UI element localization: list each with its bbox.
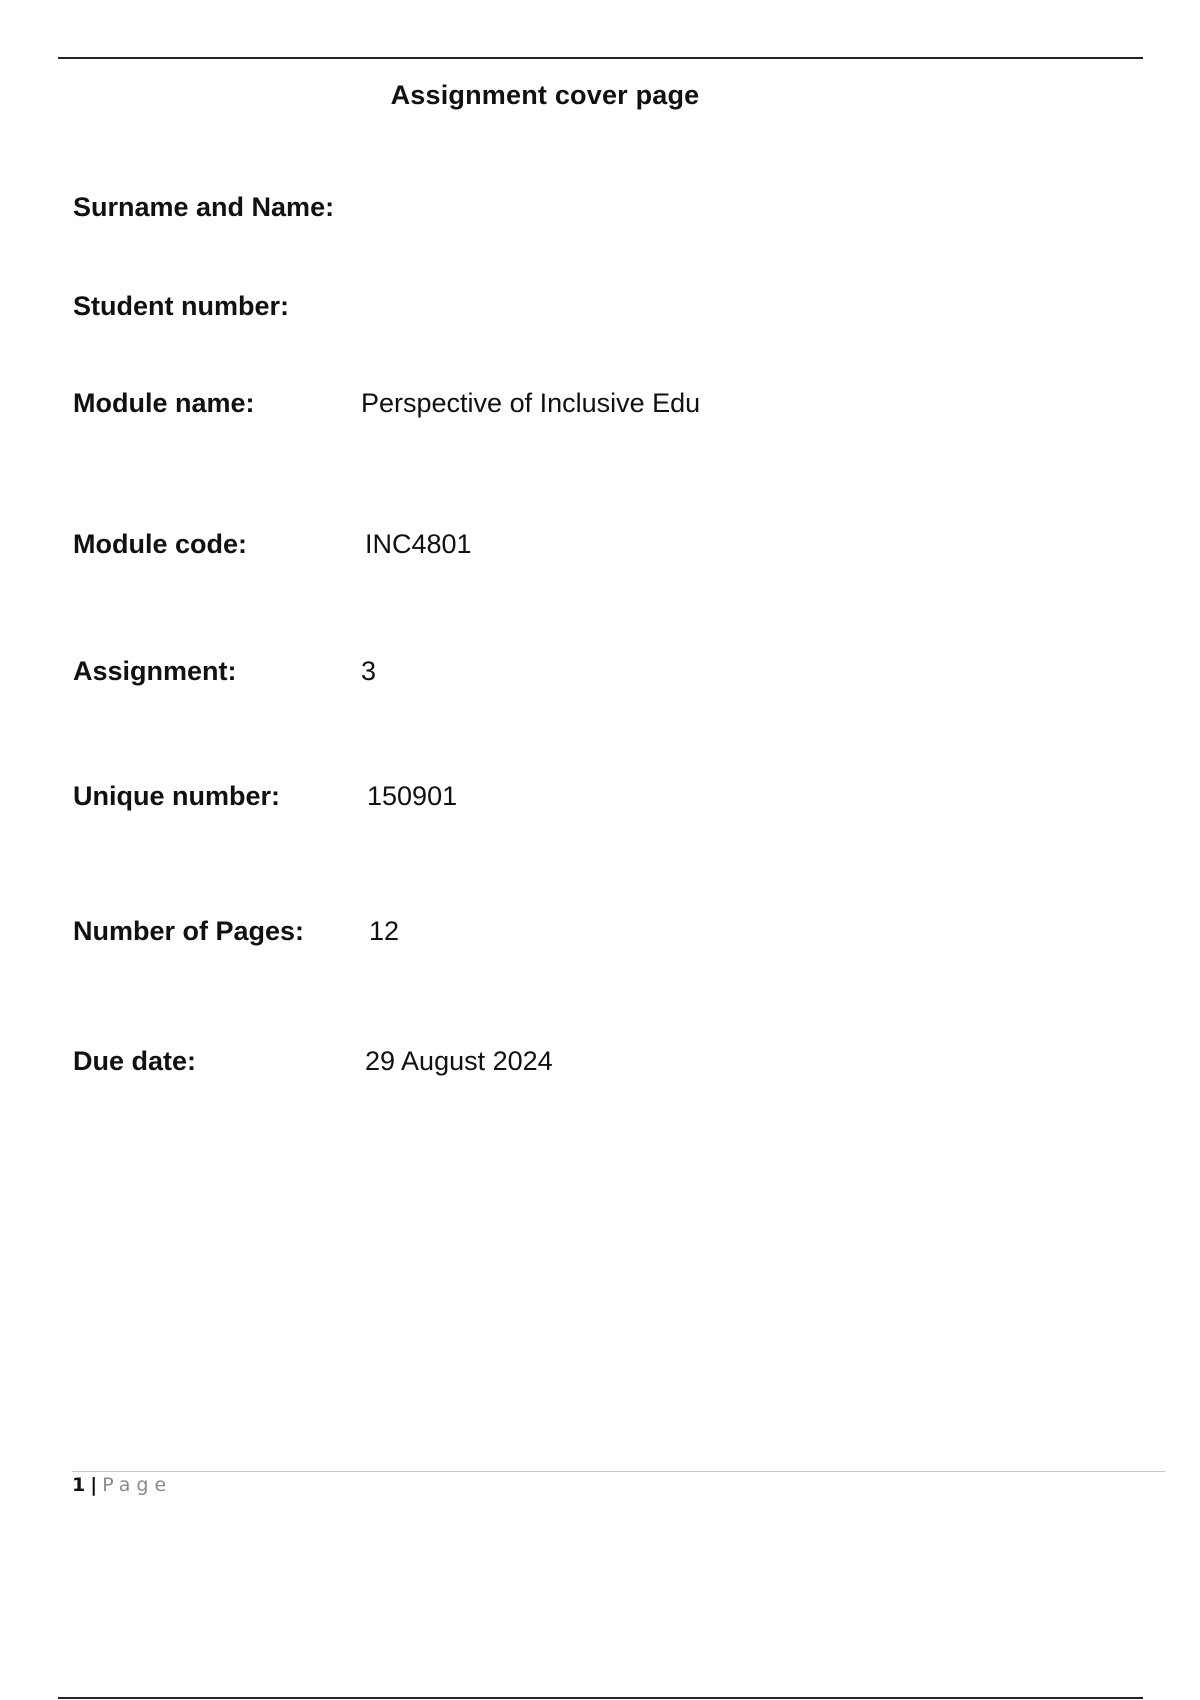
field-surname-and-name <box>73 187 361 227</box>
field-assignment <box>73 651 376 691</box>
field-label: Number of Pages: <box>73 915 305 946</box>
field-label: Module code: <box>73 528 247 559</box>
field-value: 12 <box>369 915 400 946</box>
field-label: Student number: <box>73 290 289 321</box>
field-label: Module name: <box>73 387 255 418</box>
field-value: INC4801 <box>365 528 472 559</box>
top-rule <box>58 57 1143 59</box>
field-value: 29 August 2024 <box>365 1045 553 1076</box>
field-label: Assignment: <box>73 655 237 686</box>
field-label: Surname and Name: <box>73 191 335 222</box>
page-word: Page <box>102 1474 173 1496</box>
footer-separator: | <box>90 1474 98 1496</box>
field-module-name <box>73 383 700 423</box>
footer-rule <box>72 1471 1165 1472</box>
field-module-code <box>73 524 472 564</box>
page-number: 1 <box>72 1474 86 1496</box>
field-student-number <box>73 286 361 326</box>
field-due-date <box>73 1041 553 1081</box>
page-footer <box>72 1474 172 1496</box>
field-value: 3 <box>361 655 377 686</box>
page-title: Assignment cover page <box>390 80 700 110</box>
field-label: Unique number: <box>73 780 280 811</box>
field-value: 150901 <box>367 780 458 811</box>
field-label: Due date: <box>73 1045 197 1076</box>
bottom-rule <box>58 1697 1143 1699</box>
field-number-of-pages <box>73 911 399 951</box>
field-value: Perspective of Inclusive Edu <box>361 387 701 418</box>
field-unique-number <box>73 776 457 816</box>
